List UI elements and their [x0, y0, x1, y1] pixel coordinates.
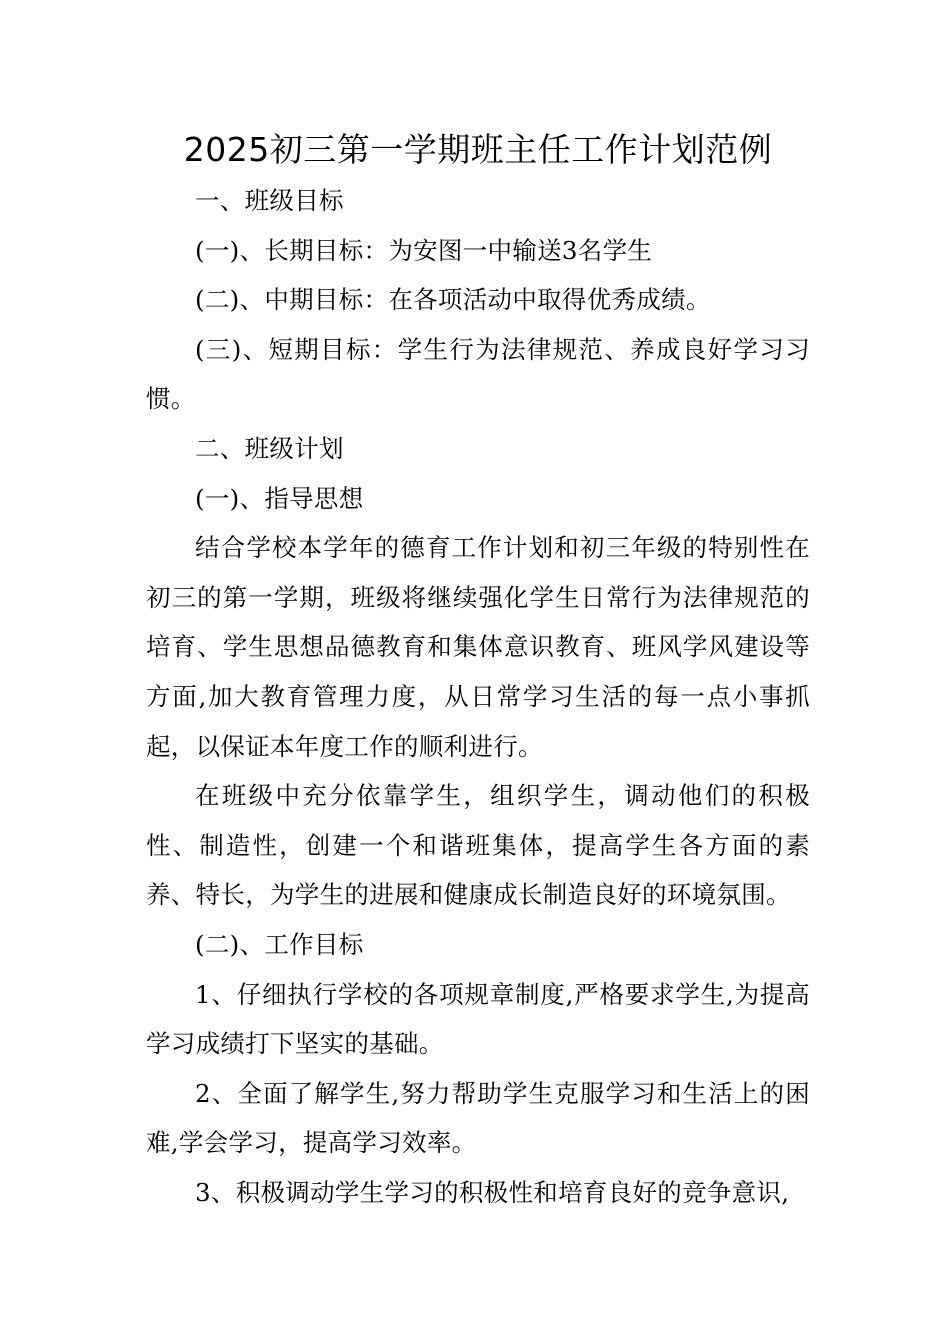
- paragraph-guiding-thought: 结合学校本学年的德育工作计划和初三年级的特别性在初三的第一学期，班级将继续强化学生日常行为法律规范的培育、学生思想品德教育和集体意识教育、班风学风建设等方面,加大教育管理力度，从日常学习生活的每一点小事抓起，以保证本年度工作的顺利进行。: [146, 533, 810, 761]
- mid-term-goal: (二)、中期目标：在各项活动中取得优秀成绩。: [195, 285, 711, 315]
- work-goal-item-1: 1、仔细执行学校的各项规章制度,严格要求学生,为提高学习成绩打下坚实的基础。: [146, 979, 810, 1059]
- heading-class-plan: 二、班级计划: [195, 433, 344, 463]
- work-goal-item-2: 2、全面了解学生,努力帮助学生克服学习和生活上的困难,学会学习，提高学习效率。: [146, 1078, 810, 1158]
- document-page: [146, 124, 810, 1217]
- long-term-goal: (一)、长期目标：为安图一中输送3名学生: [195, 235, 653, 265]
- work-goal-item-3: 3、积极调动学生学习的积极性和培育良好的竞争意识,: [195, 1177, 790, 1207]
- short-term-goal: (三)、短期目标：学生行为法律规范、养成良好学习习惯。: [146, 334, 810, 414]
- document-title: 2025初三第一学期班主任工作计划范例: [183, 130, 773, 169]
- heading-class-goals: 一、班级目标: [195, 186, 344, 215]
- paragraph-class-building: 在班级中充分依靠学生，组织学生，调动他们的积极性、制造性，创建一个和谐班集体，提高学生各方面的素养、特长，为学生的进展和健康成长制造良好的环境氛围。: [146, 781, 810, 910]
- subheading-work-goals: (二)、工作目标: [195, 929, 364, 959]
- subheading-guiding-thought: (一)、指导思想: [195, 483, 364, 513]
